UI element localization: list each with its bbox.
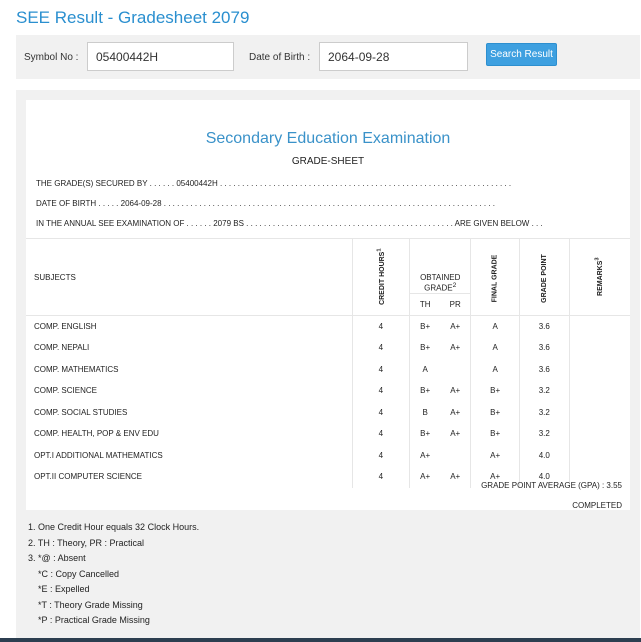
gradesheet-title: GRADE-SHEET (291, 156, 365, 167)
pr-grade-cell: A+ (450, 322, 461, 331)
pr-grade-cell: A+ (450, 429, 461, 439)
grade-point-cell: 3.2 (519, 402, 569, 424)
credit-cell: 4 (352, 402, 410, 424)
pr-grade-cell: A+ (450, 343, 461, 353)
table-row (26, 337, 630, 359)
credit-cell: 4 (352, 466, 410, 488)
dob-label: Date of Birth : (249, 52, 311, 63)
subject-cell: COMP. HEALTH, POP & ENV EDU (34, 429, 159, 439)
remarks-cell (569, 337, 630, 359)
subject-cell: OPT.I ADDITIONAL MATHEMATICS (34, 450, 163, 460)
grade-point-cell: 3.2 (519, 380, 569, 402)
th-grade-cell: B+ (410, 316, 441, 338)
notes (28, 520, 199, 629)
subject-cell: OPT.II COMPUTER SCIENCE (34, 472, 143, 482)
gpa-value: GRADE POINT AVERAGE (GPA) : 3.55 (481, 481, 622, 490)
secured-by-suffix: . . . . . . . . . . . . . . . . . . . . . . . . . . . . . . . . . . . . . . . . . . . . . . . . . . . . . . . . . . . . . . . . . . (219, 179, 512, 188)
grade-point-cell: 4.0 (519, 466, 569, 488)
exam-line (36, 219, 543, 228)
th-grade-cell: A+ (410, 466, 441, 488)
remarks-cell (569, 423, 630, 445)
final-grade-cell: A (471, 337, 520, 359)
dob-value: 2064-09-28 (120, 199, 162, 208)
search-bar (16, 35, 640, 79)
pr-grade-cell: A+ (450, 386, 461, 396)
exam-suffix: . . . . . . . . . . . . . . . . . . . . . . . . . . . . . . . . . . . . . . . . . . . . . . . ARE GIVEN BELOW . . . (246, 219, 543, 228)
th-grade-cell: B+ (410, 380, 441, 402)
secured-by-line (36, 179, 511, 188)
symbol-value: 05400442H (176, 179, 218, 188)
subject-cell: COMP. NEPALI (34, 343, 90, 353)
final-grade-cell: B+ (471, 402, 520, 424)
exam-year: 2079 BS (213, 219, 244, 228)
symbol-input[interactable] (87, 42, 234, 71)
final-grade-cell: A+ (471, 466, 520, 488)
credit-cell: 4 (352, 423, 410, 445)
pr-grade-cell: A+ (450, 407, 461, 417)
exam-title: Secondary Education Examination (205, 130, 451, 147)
pr-header: PR (449, 300, 461, 309)
dob-suffix: . . . . . . . . . . . . . . . . . . . . . . . . . . . . . . . . . . . . . . . . . . . . . . . . . . . . . . . . . . . . . . . . . . . . . . . . . . . (163, 199, 495, 208)
note-item: 1. One Credit Hour equals 32 Clock Hours. (28, 522, 200, 532)
table-row (26, 402, 630, 424)
gradesheet (26, 100, 630, 510)
final-grade-header: FINAL GRADE (471, 239, 520, 316)
note-item: *E : Expelled (38, 584, 90, 594)
grade-point-cell: 3.6 (519, 359, 569, 381)
grade-point-header: GRADE POINT (519, 239, 569, 316)
note-item: *T : Theory Grade Missing (38, 599, 143, 610)
th-grade-cell: B+ (410, 337, 441, 359)
remarks-cell (569, 359, 630, 381)
table-row (26, 316, 630, 338)
subject-cell: COMP. ENGLISH (34, 322, 97, 331)
pr-grade-cell (440, 445, 471, 467)
note-item: *P : Practical Grade Missing (38, 615, 150, 625)
final-grade-cell: B+ (471, 380, 520, 402)
th-header: TH (410, 294, 441, 316)
pr-grade-cell (440, 359, 471, 381)
table-row (26, 445, 630, 467)
th-grade-cell: A (410, 359, 441, 381)
table-row (26, 359, 630, 381)
note-item: 3. *@ : Absent (28, 553, 86, 563)
exam-prefix: IN THE ANNUAL SEE EXAMINATION OF . . . . . . (36, 219, 211, 228)
remarks-cell (569, 380, 630, 402)
th-grade-cell: A+ (410, 445, 441, 467)
credit-cell: 4 (352, 337, 410, 359)
footer-bar (0, 638, 641, 642)
note-item: 2. TH : Theory, PR : Practical (28, 537, 145, 548)
remarks-cell (569, 316, 630, 338)
final-grade-cell: A (471, 359, 520, 381)
page-title: SEE Result - Gradesheet 2079 (16, 8, 250, 27)
obtained-grade-header: OBTAINED GRADE$^2$ (410, 239, 471, 294)
remarks-header: REMARKS$^3$ (569, 239, 630, 316)
grade-point-cell: 3.6 (519, 337, 569, 359)
credit-cell: 4 (352, 380, 410, 402)
secured-by-prefix: THE GRADE(S) SECURED BY . . . . . . (36, 179, 175, 188)
subjects-header: SUBJECTS (34, 272, 76, 282)
credit-cell: 4 (352, 359, 410, 381)
subject-cell: COMP. MATHEMATICS (34, 364, 119, 374)
remarks-cell (569, 445, 630, 467)
remarks-cell (569, 402, 630, 424)
subject-cell: COMP. SCIENCE (34, 386, 97, 396)
credit-cell: 4 (352, 445, 410, 467)
grade-point-cell: 3.6 (519, 316, 569, 338)
subject-cell: COMP. SOCIAL STUDIES (34, 407, 128, 417)
final-grade-cell: A (471, 316, 520, 338)
final-grade-cell: B+ (471, 423, 520, 445)
th-grade-cell: B (410, 402, 441, 424)
pr-grade-cell: A+ (450, 472, 461, 482)
table-row (26, 423, 630, 445)
note-item: *C : Copy Cancelled (38, 568, 120, 579)
table-row (26, 380, 630, 402)
grades-table (26, 238, 630, 488)
th-grade-cell: B+ (410, 423, 441, 445)
result-status: COMPLETED (572, 501, 622, 510)
search-result-button[interactable]: Search Result (486, 43, 557, 66)
symbol-label: Symbol No : (24, 52, 79, 63)
table-header (26, 239, 630, 294)
grade-point-cell: 4.0 (519, 445, 569, 467)
grade-point-cell: 3.2 (519, 423, 569, 445)
final-grade-cell: A+ (471, 445, 520, 467)
dob-line (36, 199, 495, 208)
credit-cell: 4 (352, 316, 410, 338)
credit-hours-header: CREDIT HOURS$^1$ (352, 239, 410, 316)
dob-prefix: DATE OF BIRTH . . . . . (36, 199, 119, 208)
dob-input[interactable] (319, 42, 468, 71)
